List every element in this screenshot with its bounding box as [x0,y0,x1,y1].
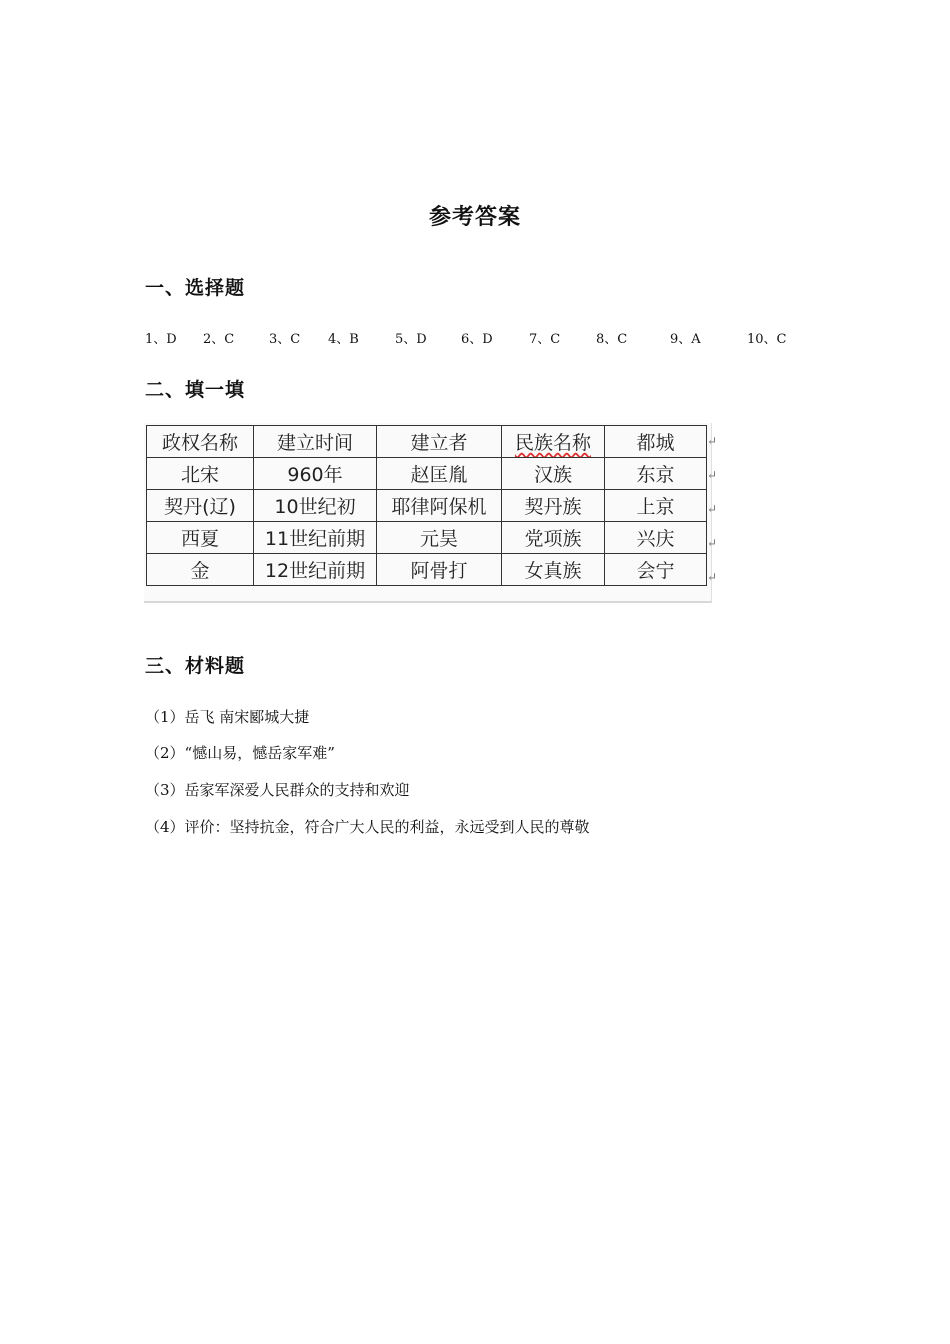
table-cell: 会宁 [605,554,707,586]
answer-item: 6、D [461,332,493,347]
regimes-table [146,425,707,586]
answer-item: 8、C [596,332,628,347]
table-cell: 女真族 [502,554,605,586]
table-row [147,554,707,586]
table-cell: 北宋 [147,458,254,490]
table-cell: 阿骨打 [377,554,502,586]
paragraph-mark-icon: ↵ [707,536,718,550]
table-cell: 东京 [605,458,707,490]
paragraph-mark-icon: ↵ [707,468,718,482]
table-cell: 赵匡胤 [377,458,502,490]
paragraph-mark-icon: ↵ [707,570,718,584]
table-cell: 契丹族 [502,490,605,522]
table-cell: 耶律阿保机 [377,490,502,522]
table-cell: 960年 [254,458,377,490]
material-answer: （2）“憾山易，憾岳家军难” [145,744,335,762]
table-header-cell: 政权名称 [147,426,254,458]
answer-item: 9、A [670,332,701,347]
table-cell: 金 [147,554,254,586]
table-cell: 11世纪前期 [254,522,377,554]
table-row [147,522,707,554]
section-heading-material: 三、材料题 [145,655,246,677]
answer-item: 3、C [269,332,301,347]
table-cell: 10世纪初 [254,490,377,522]
table-row [147,458,707,490]
table-header-cell: 建立时间 [254,426,377,458]
table-cell: 12世纪前期 [254,554,377,586]
table-cell: 汉族 [502,458,605,490]
answer-item: 4、B [328,332,359,347]
answer-item: 2、C [203,332,235,347]
table-cell: 西夏 [147,522,254,554]
regimes-table-image [144,423,712,603]
table-row [147,490,707,522]
section-heading-fill: 二、填一填 [145,379,246,401]
table-header-text: 民族名称 [514,432,591,454]
material-answer: （1）岳飞 南宋郾城大捷 [145,708,310,726]
table-cell: 契丹(辽) [147,490,254,522]
material-answer: （3）岳家军深爱人民群众的支持和欢迎 [145,781,410,799]
answer-item: 10、C [747,332,787,347]
paragraph-mark-icon: ↵ [707,502,718,516]
table-header-cell: 建立者 [377,426,502,458]
page-title: 参考答案 [428,205,521,230]
table-cell: 元昊 [377,522,502,554]
table-header-cell [502,426,605,458]
table-cell: 上京 [605,490,707,522]
table-header-row [147,426,707,458]
section-heading-choice: 一、选择题 [145,277,246,299]
answer-item: 7、C [529,332,561,347]
table-cell: 党项族 [502,522,605,554]
paragraph-mark-icon: ↵ [707,434,718,448]
table-cell: 兴庆 [605,522,707,554]
table-header-cell: 都城 [605,426,707,458]
material-answer: （4）评价：坚持抗金，符合广大人民的利益，永远受到人民的尊敬 [145,818,590,836]
answer-item: 5、D [395,332,427,347]
answer-item: 1、D [145,332,177,347]
